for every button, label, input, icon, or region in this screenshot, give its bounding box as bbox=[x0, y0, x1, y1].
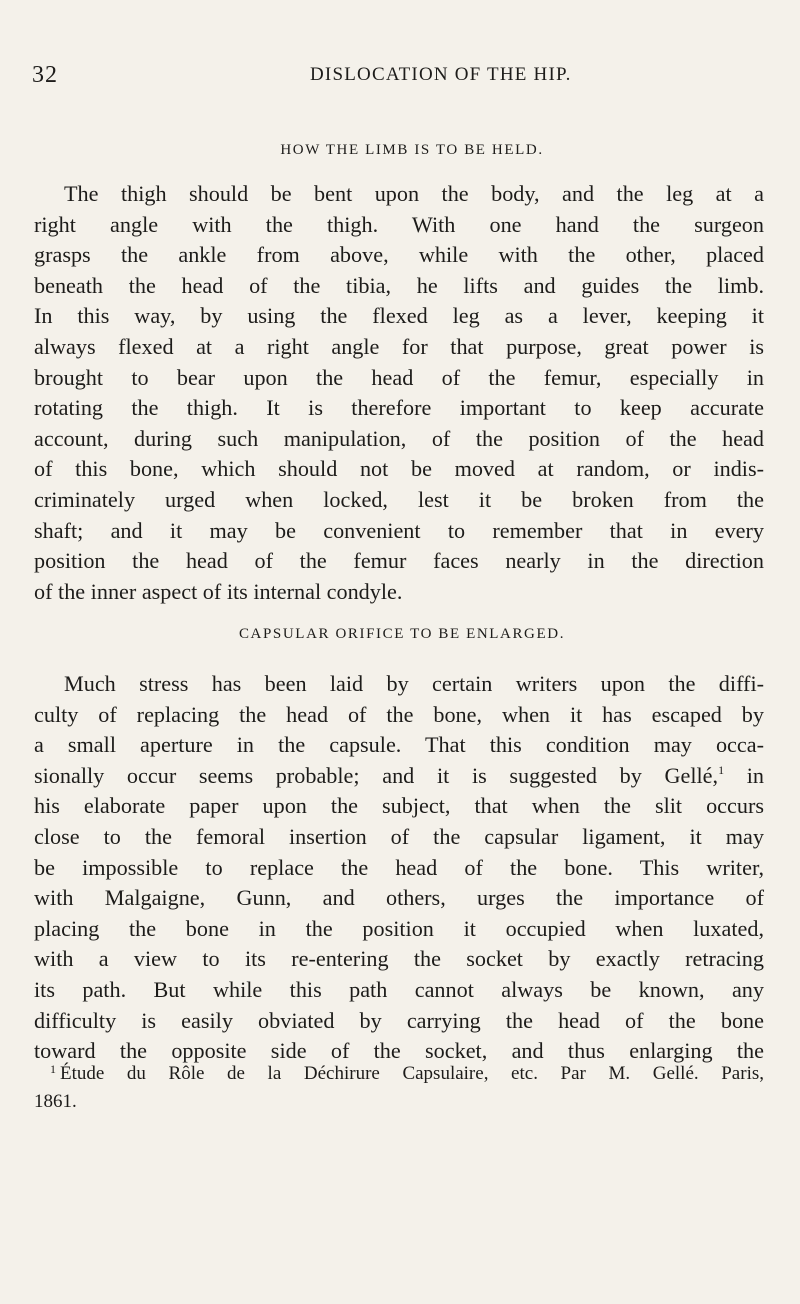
text-line: difficulty is easily obviated by carrying the head of the bone bbox=[34, 1007, 764, 1033]
text-line: his elaborate paper upon the subject, that when the slit occurs bbox=[34, 793, 764, 819]
page-number: 32 bbox=[32, 62, 58, 88]
paragraph-capsular bbox=[34, 669, 764, 1067]
text-line-part: in bbox=[724, 762, 764, 788]
text-line: rotating the thigh. It is therefore important to keep accurate bbox=[34, 395, 764, 421]
running-title: DISLOCATION OF THE HIP. bbox=[310, 64, 572, 85]
text-line: placing the bone in the position it occupied when luxated, bbox=[34, 915, 764, 941]
text-line: beneath the head of the tibia, he lifts and guides the limb. bbox=[34, 272, 764, 298]
text-line: of this bone, which should not be moved at random, or indis- bbox=[34, 456, 764, 482]
text-line-part: sionally occur seems probable; and it is suggested by Gellé, bbox=[34, 762, 719, 788]
paragraph-limb bbox=[34, 179, 764, 607]
text-line: grasps the ankle from above, while with the other, placed bbox=[34, 242, 764, 268]
text-line: The thigh should be bent upon the body, and the leg at a bbox=[64, 181, 764, 206]
text-line: In this way, by using the flexed leg as a lever, keeping it bbox=[34, 303, 764, 329]
text-line: its path. But while this path cannot always be known, any bbox=[34, 976, 764, 1002]
text-line: right angle with the thigh. With one hand the surgeon bbox=[34, 211, 764, 237]
text-line: with Malgaigne, Gunn, and others, urges the importance of bbox=[34, 885, 764, 911]
footnote-line bbox=[34, 1055, 764, 1088]
text-line: account, during such manipulation, of the position of the head bbox=[34, 425, 764, 451]
text-line-with-ref bbox=[34, 761, 764, 792]
section-heading-limb: HOW THE LIMB IS TO BE HELD. bbox=[280, 142, 544, 158]
footnote-marker: 1 bbox=[50, 1062, 56, 1076]
footnote-text: Étude du Rôle de la Déchirure Capsulaire, etc. Par M. Gellé. Paris, bbox=[60, 1063, 764, 1084]
text-line: a small aperture in the capsule. That this condition may occa- bbox=[34, 732, 764, 758]
text-line: shaft; and it may be convenient to remember that in every bbox=[34, 517, 764, 543]
text-line: position the head of the femur faces nearly in the direction bbox=[34, 548, 764, 574]
text-line: be impossible to replace the head of the bone. This writer, bbox=[34, 854, 764, 880]
text-line: of the inner aspect of its internal condyle. bbox=[34, 578, 403, 604]
text-line: culty of replacing the head of the bone, when it has escaped by bbox=[34, 701, 764, 727]
footnote-reference: 1 bbox=[718, 762, 725, 777]
text-line: toward the opposite side of the socket, and thus enlarging the bbox=[34, 1038, 764, 1064]
text-line: close to the femoral insertion of the capsular ligament, it may bbox=[34, 823, 764, 849]
text-line: brought to bear upon the head of the femur, especially in bbox=[34, 364, 764, 390]
text-line: Much stress has been laid by certain writers upon the diffi- bbox=[64, 671, 764, 696]
section-heading-capsular: CAPSULAR ORIFICE TO BE ENLARGED. bbox=[238, 626, 566, 642]
footnote bbox=[34, 1055, 764, 1116]
text-line: always flexed at a right angle for that purpose, great power is bbox=[34, 333, 764, 359]
text-line: with a view to its re-entering the socket by exactly retracing bbox=[34, 946, 764, 972]
running-head bbox=[32, 62, 738, 94]
text-line: criminately urged when locked, lest it be broken from the bbox=[34, 486, 764, 512]
footnote-line: 1861. bbox=[34, 1091, 77, 1112]
